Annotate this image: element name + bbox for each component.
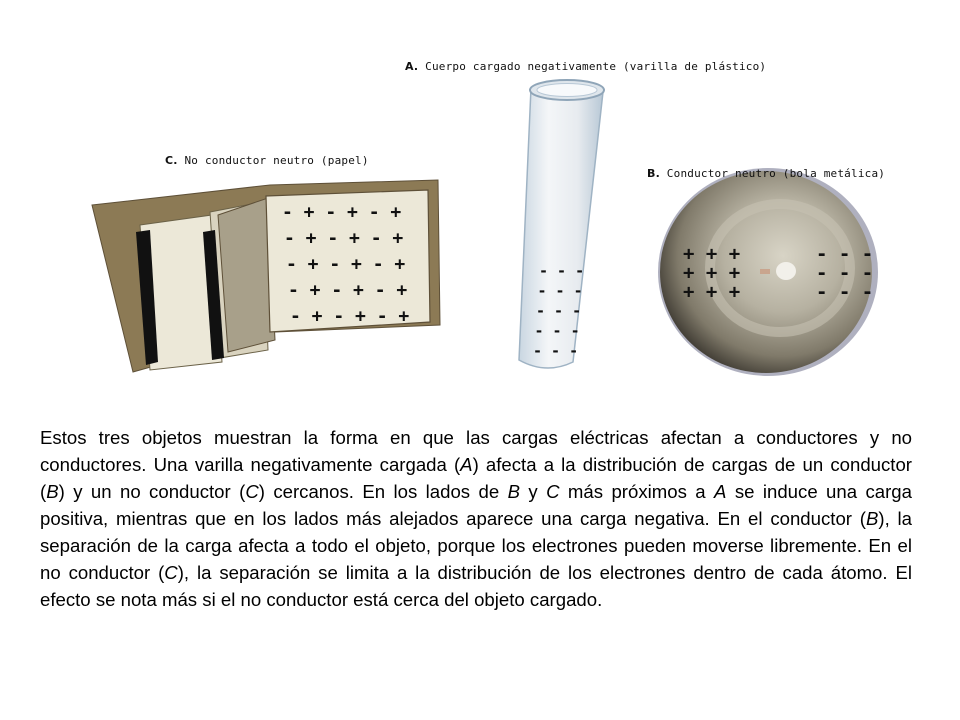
caption-text: ), la separación de la carga afecta a todo el objeto, porque los electrones pueden moverse libremente. En el no conductor (: [40, 508, 912, 583]
rod-charge-row: - - -: [536, 302, 582, 320]
caption-italic: B: [865, 508, 879, 529]
caption-italic: C: [546, 481, 560, 502]
caption-text: ) afecta a la distribución de cargas de un conductor (: [40, 454, 912, 502]
caption-text: ) y un no conductor (: [58, 481, 246, 502]
rod-charge-row: - - -: [539, 262, 585, 280]
plastic-rod: [519, 80, 604, 368]
metal-ball: [658, 168, 878, 376]
ball-positive-row: + + +: [683, 281, 741, 303]
rod-charges: [533, 262, 584, 360]
paper-non-conductor: [92, 180, 440, 372]
label-c-text: No conductor neutro (papel): [184, 154, 369, 167]
rod-top-inner: [537, 84, 597, 97]
ball-positive-row: + + +: [683, 243, 741, 265]
ball-positive-row: + + +: [683, 262, 741, 284]
paper-charge-row: - + - + - +: [286, 254, 406, 275]
paper-charge-row: - + - + - +: [282, 202, 402, 223]
caption-text: ), la separación se limita a la distribución de los electrones dentro de cada átomo. El efecto se nota más si el no conductor está cerca del objeto cargado.: [40, 562, 912, 610]
label-a-text: Cuerpo cargado negativamente (varilla de plástico): [425, 60, 767, 73]
ball-center-mark: [760, 269, 770, 274]
label-b-text: Conductor neutro (bola metálica): [666, 167, 886, 180]
caption-text: Estos tres objetos muestran la forma en que las cargas eléctricas afectan a conductores y no conductores. Una varilla negativamente cargada (: [40, 427, 912, 475]
caption-italic: B: [46, 481, 59, 502]
label-b-letter: B.: [647, 167, 660, 180]
ball-negative-row: - - -: [816, 281, 874, 303]
caption-italic: A: [714, 481, 727, 502]
caption-text: y: [520, 481, 547, 502]
caption-text: se induce una carga positiva, mientras que en los lados más alejados aparece una carga negativa. En el conductor (: [40, 481, 912, 529]
rod-charge-row: - - -: [533, 342, 579, 360]
ball-negative-row: - - -: [816, 243, 874, 265]
paper-charge-row: - + - + - +: [288, 280, 408, 301]
paper-charge-row: - + - + - +: [284, 228, 404, 249]
caption-text: ) cercanos. En los lados de: [258, 481, 508, 502]
label-c: [165, 154, 369, 167]
caption-paragraph: [40, 424, 912, 613]
label-b: [647, 167, 885, 180]
ball-center-highlight: [776, 262, 796, 280]
caption-italic: C: [164, 562, 178, 583]
caption-text: más próximos a: [559, 481, 715, 502]
label-c-letter: C.: [165, 154, 178, 167]
ball-negative-row: - - -: [816, 262, 874, 284]
label-a-letter: A.: [405, 60, 419, 73]
rod-charge-row: - - -: [534, 322, 580, 340]
caption-italic: A: [460, 454, 473, 475]
label-a: [405, 60, 766, 73]
paper-charges: [282, 202, 409, 327]
caption-italic: B: [507, 481, 520, 502]
paper-charge-row: - + - + - +: [290, 306, 410, 327]
rod-charge-row: - - -: [537, 282, 583, 300]
caption-italic: C: [245, 481, 259, 502]
